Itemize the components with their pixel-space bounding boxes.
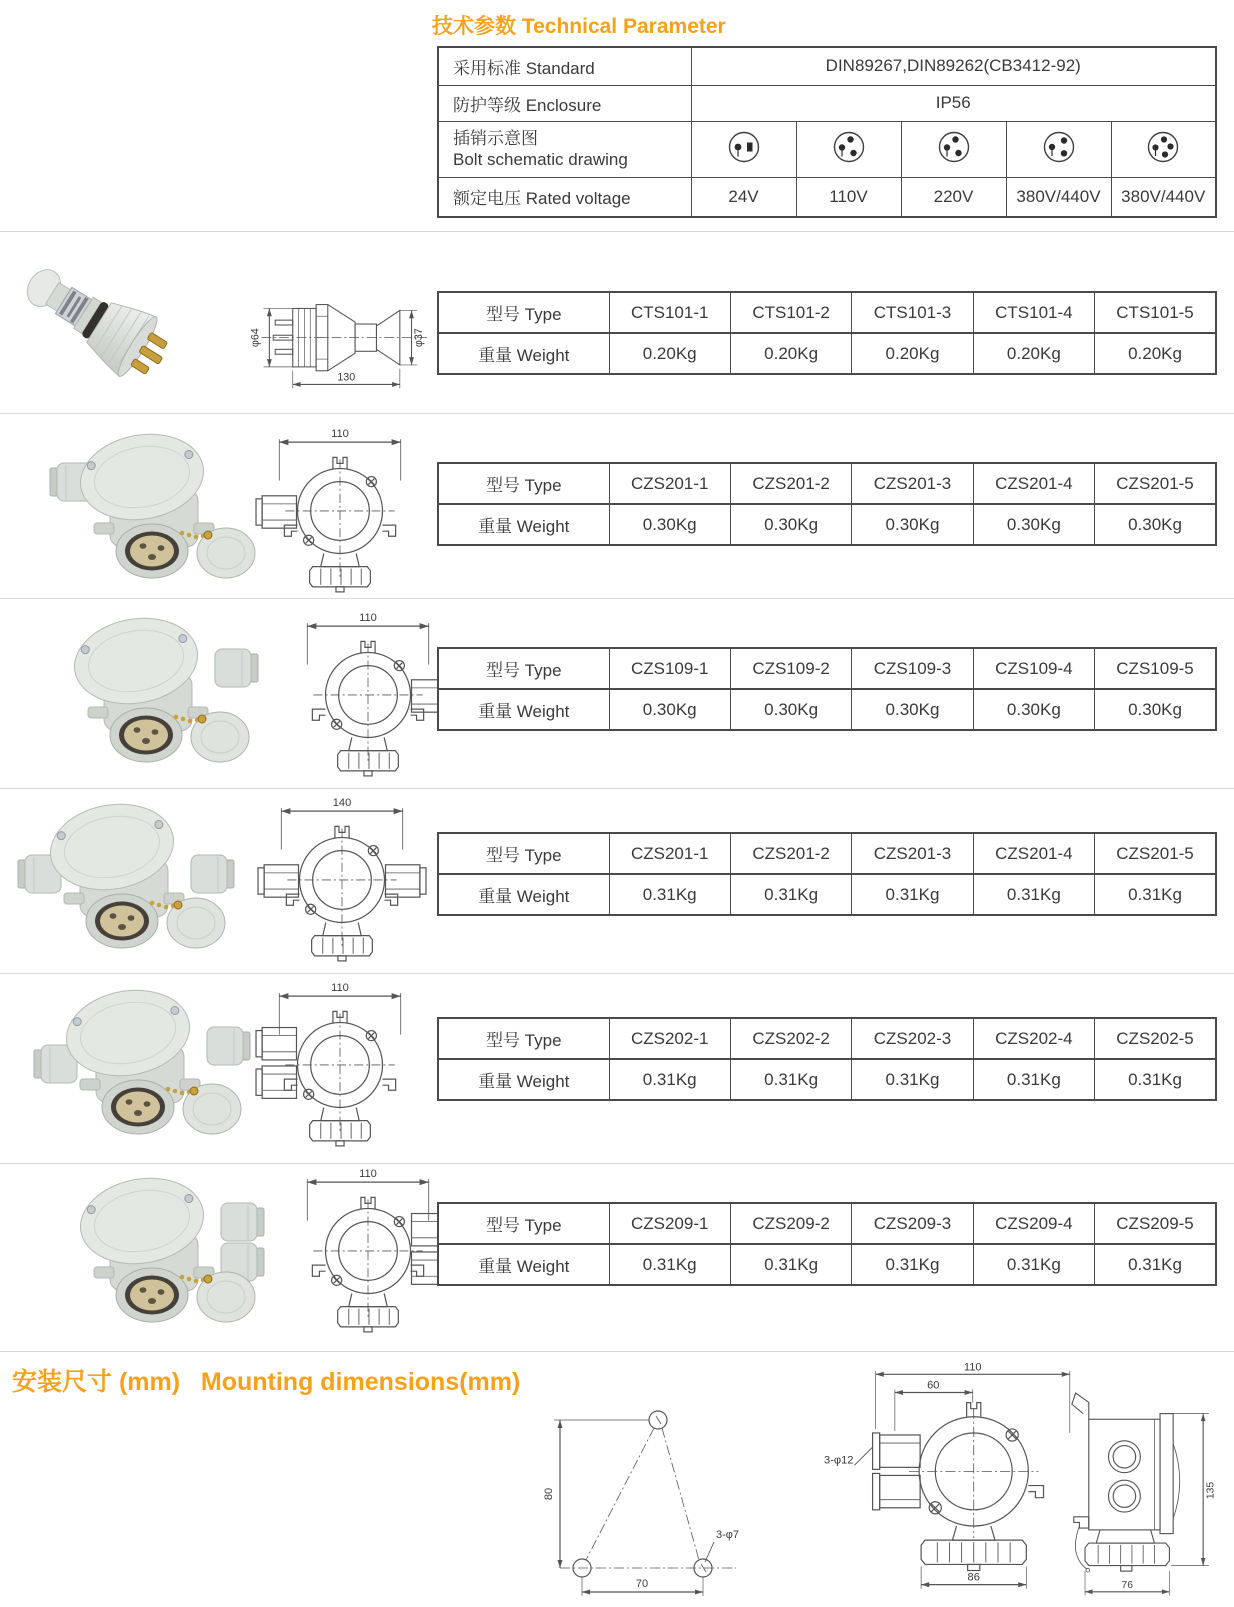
dim-front-base: 86	[967, 1571, 980, 1584]
type-value: CZS201-5	[1095, 463, 1216, 504]
mounting-drawing-hole-pattern	[540, 1386, 755, 1604]
type-value: CZS109-1	[609, 648, 730, 689]
type-value: CZS109-4	[973, 648, 1094, 689]
weight-value: 0.20Kg	[852, 333, 973, 374]
weight-row-label: 重量 Weight	[438, 333, 609, 374]
product-photo-socket	[42, 1166, 272, 1338]
type-value: CZS201-5	[1095, 833, 1216, 874]
bolt-schematic-label-cn: 插销示意图	[453, 128, 538, 148]
weight-value: 0.20Kg	[609, 333, 730, 374]
mounting-drawing-side-view	[1028, 1378, 1233, 1603]
type-value: CTS101-2	[730, 292, 851, 333]
product-drawing-plug	[246, 283, 431, 405]
pin-cell	[1006, 121, 1111, 177]
weight-value: 0.30Kg	[852, 504, 973, 545]
technical-parameter-table	[437, 46, 1217, 218]
type-value: CZS109-2	[730, 648, 851, 689]
type-row-label: 型号 Type	[438, 833, 609, 874]
dim-width: 110	[359, 612, 377, 625]
dim-front-inner: 60	[927, 1379, 940, 1392]
weight-value: 0.31Kg	[609, 1059, 730, 1100]
weight-value: 0.30Kg	[609, 689, 730, 730]
type-value: CZS202-1	[609, 1018, 730, 1059]
product-drawing-socket	[254, 982, 426, 1154]
type-value: CTS101-3	[852, 292, 973, 333]
dim-hole-height: 80	[543, 1487, 555, 1501]
weight-value: 0.20Kg	[730, 333, 851, 374]
standard-label: 采用标准 Standard	[438, 47, 691, 85]
type-value: CZS209-4	[973, 1203, 1094, 1244]
weight-value: 0.31Kg	[609, 1244, 730, 1285]
enclosure-value: IP56	[691, 85, 1216, 121]
weight-value: 0.31Kg	[1095, 874, 1216, 915]
dim-front-holes: 3-φ12	[824, 1454, 854, 1467]
voltage-value: 380V/440V	[1006, 177, 1111, 217]
dim-width: 110	[359, 1168, 377, 1181]
weight-value: 0.30Kg	[1095, 504, 1216, 545]
product-photo-socket	[28, 978, 258, 1150]
dim-diameter: φ64	[249, 328, 262, 348]
type-row-label: 型号 Type	[438, 1018, 609, 1059]
product-photo-plug	[12, 248, 237, 403]
product-drawing-socket	[282, 612, 454, 784]
product-drawing-socket	[256, 797, 428, 969]
bolt-schematic-label	[438, 121, 691, 177]
type-row-label: 型号 Type	[438, 292, 609, 333]
product-photo-socket	[42, 422, 272, 594]
pin-schematic-4pin-icon	[1145, 129, 1181, 165]
product-table-czs201b	[437, 832, 1217, 916]
weight-row-label: 重量 Weight	[438, 1244, 609, 1285]
type-value: CZS209-1	[609, 1203, 730, 1244]
type-value: CZS202-4	[973, 1018, 1094, 1059]
product-table-czs209	[437, 1202, 1217, 1286]
type-value: CZS201-1	[609, 463, 730, 504]
pin-schematic-3pin-icon	[831, 129, 867, 165]
type-value: CZS109-3	[852, 648, 973, 689]
section-divider	[0, 598, 1234, 599]
voltage-label: 额定电压 Rated voltage	[438, 177, 691, 217]
weight-value: 0.31Kg	[852, 1059, 973, 1100]
weight-value: 0.30Kg	[973, 689, 1094, 730]
pin-cell	[901, 121, 1006, 177]
voltage-value: 380V/440V	[1111, 177, 1216, 217]
type-value: CZS209-2	[730, 1203, 851, 1244]
pin-cell	[1111, 121, 1216, 177]
type-value: CZS202-2	[730, 1018, 851, 1059]
type-value: CTS101-4	[973, 292, 1094, 333]
type-value: CZS201-2	[730, 463, 851, 504]
standard-value: DIN89267,DIN89262(CB3412-92)	[691, 47, 1216, 85]
type-value: CZS201-3	[852, 463, 973, 504]
weight-row-label: 重量 Weight	[438, 689, 609, 730]
product-table-czs201	[437, 462, 1217, 546]
weight-value: 0.31Kg	[1095, 1059, 1216, 1100]
type-value: CZS201-1	[609, 833, 730, 874]
pin-schematic-3pin-icon	[936, 129, 972, 165]
weight-value: 0.31Kg	[730, 1059, 851, 1100]
product-photo-socket	[12, 792, 242, 964]
type-row-label: 型号 Type	[438, 463, 609, 504]
type-row-label: 型号 Type	[438, 1203, 609, 1244]
mounting-dimensions-title: 安装尺寸 (mm) Mounting dimensions(mm)	[12, 1368, 521, 1396]
product-photo-socket	[36, 606, 266, 778]
type-value: CZS201-3	[852, 833, 973, 874]
weight-value: 0.31Kg	[973, 874, 1094, 915]
weight-row-label: 重量 Weight	[438, 504, 609, 545]
type-value: CZS209-3	[852, 1203, 973, 1244]
dim-length: 130	[337, 371, 356, 384]
weight-row-label: 重量 Weight	[438, 1059, 609, 1100]
section-divider	[0, 231, 1234, 232]
dim-front-width: 110	[963, 1361, 982, 1374]
weight-value: 0.20Kg	[973, 333, 1094, 374]
dim-outlet: φ37	[413, 328, 426, 348]
weight-value: 0.30Kg	[730, 689, 851, 730]
voltage-value: 24V	[691, 177, 796, 217]
pin-schematic-3pin-icon	[1041, 129, 1077, 165]
dim-width: 110	[331, 428, 349, 441]
type-value: CZS109-5	[1095, 648, 1216, 689]
weight-value: 0.31Kg	[1095, 1244, 1216, 1285]
type-row-label: 型号 Type	[438, 648, 609, 689]
weight-value: 0.30Kg	[973, 504, 1094, 545]
weight-value: 0.30Kg	[1095, 689, 1216, 730]
type-value: CZS209-5	[1095, 1203, 1216, 1244]
weight-value: 0.31Kg	[730, 874, 851, 915]
dim-width: 110	[331, 982, 349, 995]
type-value: CTS101-5	[1095, 292, 1216, 333]
dim-side-height: 135	[1205, 1481, 1217, 1500]
product-table-czs109	[437, 647, 1217, 731]
type-value: CZS201-4	[973, 463, 1094, 504]
dim-width: 140	[332, 797, 352, 810]
enclosure-label: 防护等级 Enclosure	[438, 85, 691, 121]
weight-value: 0.31Kg	[609, 874, 730, 915]
type-value: CZS202-5	[1095, 1018, 1216, 1059]
section-divider	[0, 413, 1234, 414]
weight-value: 0.31Kg	[852, 1244, 973, 1285]
weight-value: 0.31Kg	[973, 1244, 1094, 1285]
weight-value: 0.30Kg	[852, 689, 973, 730]
pin-cell	[796, 121, 901, 177]
type-value: CZS202-3	[852, 1018, 973, 1059]
section-divider	[0, 973, 1234, 974]
product-table-cts101	[437, 291, 1217, 375]
weight-value: 0.30Kg	[730, 504, 851, 545]
bolt-schematic-label-en: Bolt schematic drawing	[453, 150, 628, 169]
voltage-value: 220V	[901, 177, 1006, 217]
dim-hole-count: 3-φ7	[716, 1529, 740, 1541]
weight-value: 0.31Kg	[730, 1244, 851, 1285]
dim-hole-width: 70	[635, 1578, 649, 1590]
section-divider	[0, 788, 1234, 789]
product-drawing-socket	[254, 428, 426, 600]
weight-row-label: 重量 Weight	[438, 874, 609, 915]
section-divider	[0, 1351, 1234, 1352]
type-value: CZS201-2	[730, 833, 851, 874]
pin-cell	[691, 121, 796, 177]
weight-value: 0.20Kg	[1095, 333, 1216, 374]
voltage-value: 110V	[796, 177, 901, 217]
pin-schematic-2pin-icon	[726, 129, 762, 165]
type-value: CTS101-1	[609, 292, 730, 333]
product-drawing-socket	[282, 1168, 454, 1340]
technical-parameter-title: 技术参数 Technical Parameter	[432, 15, 726, 38]
weight-value: 0.31Kg	[852, 874, 973, 915]
weight-value: 0.30Kg	[609, 504, 730, 545]
type-value: CZS201-4	[973, 833, 1094, 874]
dim-side-base: 76	[1121, 1580, 1133, 1591]
section-divider	[0, 1163, 1234, 1164]
weight-value: 0.31Kg	[973, 1059, 1094, 1100]
product-table-czs202	[437, 1017, 1217, 1101]
